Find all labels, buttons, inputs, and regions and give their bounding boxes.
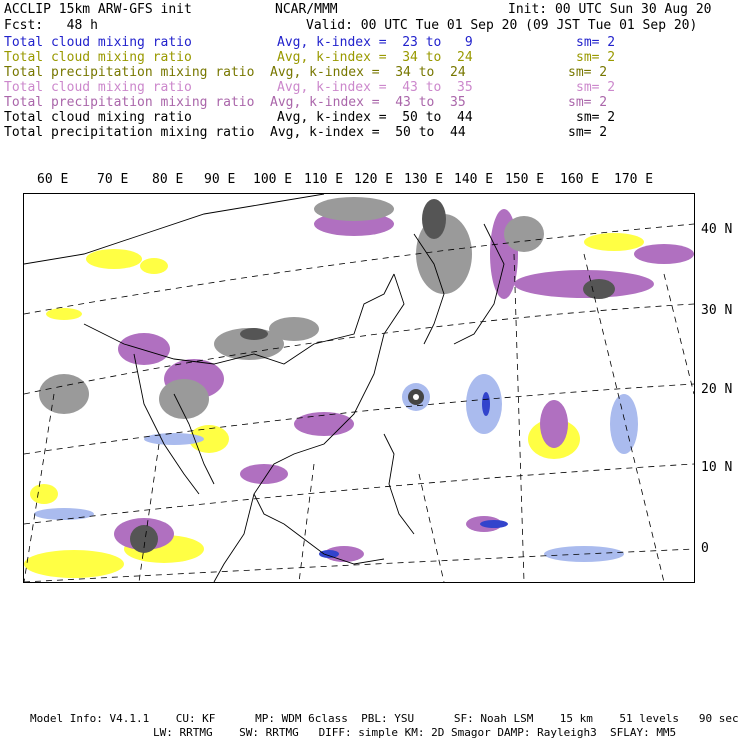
- field-name-3: Total cloud mixing ratio: [4, 80, 192, 95]
- gray-cloud-patch: [269, 317, 319, 341]
- latitude-line-20n: [24, 384, 694, 454]
- cloud-layer-gray: [39, 197, 544, 419]
- field-avg-3: Avg, k-index = 43 to 35: [277, 80, 473, 95]
- lon-label-60: 60 E: [37, 172, 69, 187]
- coastline-borneo: [254, 494, 384, 564]
- field-avg-5: Avg, k-index = 50 to 44: [277, 110, 473, 125]
- yellow-cloud-patch: [584, 233, 644, 251]
- lat-label-equator: 0: [701, 541, 709, 556]
- field-name-1: Total cloud mixing ratio: [4, 50, 192, 65]
- yellow-cloud-patch: [30, 484, 58, 504]
- blue-cloud-band: [480, 520, 508, 528]
- lon-label-100: 100 E: [253, 172, 293, 187]
- init-time: Init: 00 UTC Sun 30 Aug 20: [508, 2, 712, 17]
- map-canvas: [24, 194, 694, 582]
- gray-cloud-patch: [314, 197, 394, 221]
- purple-cloud-patch: [240, 464, 288, 484]
- field-name-6: Total precipitation mixing ratio: [4, 125, 255, 140]
- dark-convective-core: [240, 328, 268, 340]
- lon-label-120: 120 E: [354, 172, 394, 187]
- field-name-0: Total cloud mixing ratio: [4, 35, 192, 50]
- yellow-cloud-patch: [86, 249, 142, 269]
- forecast-hour: Fcst: 48 h: [4, 18, 98, 33]
- lon-label-130: 130 E: [404, 172, 444, 187]
- model-info-line-1: Model Info: V4.1.1 CU: KF MP: WDM 6class PBL: YSU SF: Noah LSM 15 km 51 levels 90 sec: [30, 712, 739, 725]
- model-info-line-2: LW: RRTMG SW: RRTMG DIFF: simple KM: 2D Smagor DAMP: Rayleigh3 SFLAY: MM5: [153, 726, 677, 739]
- forecast-map: [23, 193, 695, 583]
- purple-cloud-patch: [118, 333, 170, 365]
- purple-cloud-patch: [514, 270, 654, 298]
- field-avg-0: Avg, k-index = 23 to 9: [277, 35, 473, 50]
- blue-cloud-band: [482, 392, 490, 416]
- field-avg-6: Avg, k-index = 50 to 44: [270, 125, 466, 140]
- lightblue-cloud-streak: [610, 394, 638, 454]
- field-name-2: Total precipitation mixing ratio: [4, 65, 255, 80]
- lon-label-140: 140 E: [454, 172, 494, 187]
- latitude-line-10n: [24, 464, 694, 524]
- yellow-cloud-patch: [24, 550, 124, 578]
- yellow-cloud-patch: [46, 308, 82, 320]
- longitude-line: [584, 254, 664, 582]
- lon-label-170: 170 E: [614, 172, 654, 187]
- lon-label-90: 90 E: [204, 172, 236, 187]
- longitude-line: [514, 254, 524, 582]
- field-avg-1: Avg, k-index = 34 to 24: [277, 50, 473, 65]
- lightblue-cloud-streak: [544, 546, 624, 562]
- longitude-line: [299, 464, 314, 582]
- field-sm-2: sm= 2: [568, 65, 608, 80]
- longitude-line: [419, 474, 444, 582]
- purple-cloud-patch: [634, 244, 694, 264]
- dark-convective-core: [130, 525, 158, 553]
- gray-cloud-patch: [39, 374, 89, 414]
- coastline-philippines: [384, 434, 414, 534]
- country-border: [24, 194, 324, 264]
- lon-label-80: 80 E: [152, 172, 184, 187]
- lon-label-150: 150 E: [505, 172, 545, 187]
- field-sm-5: sm= 2: [576, 110, 616, 125]
- field-avg-4: Avg, k-index = 43 to 35: [270, 95, 466, 110]
- purple-cloud-patch: [540, 400, 568, 448]
- field-avg-2: Avg, k-index = 34 to 24: [270, 65, 466, 80]
- field-sm-6: sm= 2: [568, 125, 608, 140]
- lat-label-10n: 10 N: [701, 460, 733, 475]
- lat-label-30n: 30 N: [701, 303, 733, 318]
- field-sm-4: sm= 2: [568, 95, 608, 110]
- lightblue-cloud-streak: [34, 508, 94, 520]
- typhoon-center: [413, 394, 419, 400]
- field-sm-1: sm= 2: [576, 50, 616, 65]
- lat-label-40n: 40 N: [701, 222, 733, 237]
- lon-label-160: 160 E: [560, 172, 600, 187]
- yellow-cloud-patch: [140, 258, 168, 274]
- field-name-4: Total precipitation mixing ratio: [4, 95, 255, 110]
- gray-cloud-patch: [504, 216, 544, 252]
- lon-label-110: 110 E: [304, 172, 344, 187]
- model-title: ACCLIP 15km ARW-GFS init: [4, 2, 192, 17]
- field-name-5: Total cloud mixing ratio: [4, 110, 192, 125]
- dark-convective-core: [422, 199, 446, 239]
- blue-cloud-band: [319, 550, 339, 558]
- lat-label-20n: 20 N: [701, 382, 733, 397]
- longitude-line: [664, 274, 694, 394]
- field-sm-0: sm= 2: [576, 35, 616, 50]
- lon-label-70: 70 E: [97, 172, 129, 187]
- organization-label: NCAR/MMM: [275, 2, 338, 17]
- dark-convective-core: [583, 279, 615, 299]
- field-sm-3: sm= 2: [576, 80, 616, 95]
- valid-time: Valid: 00 UTC Tue 01 Sep 20 (09 JST Tue 01 Sep 20): [306, 18, 698, 33]
